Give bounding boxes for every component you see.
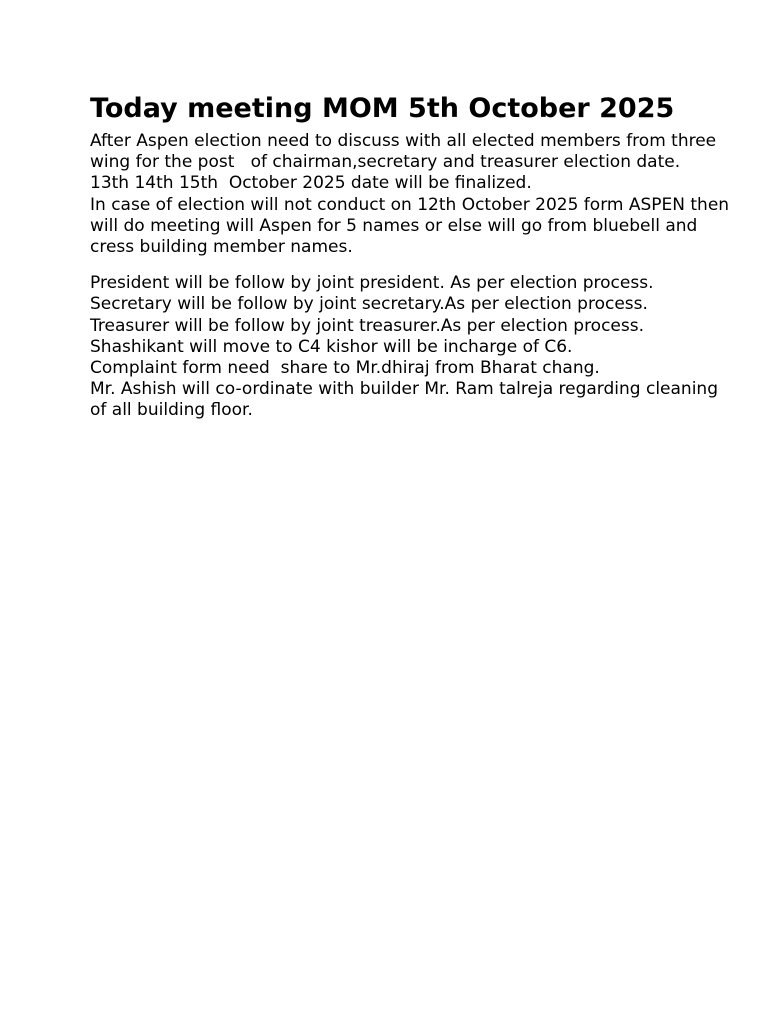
paragraph-complaint-form: Complaint form need share to Mr.dhiraj from Bharat chang. [90,358,600,379]
paragraph-election-discussion: After Aspen election need to discuss with all elected members from three wing for the post of chairman,secretary and treasurer election date. [90,131,722,173]
document-page [90,93,735,422]
paragraph-president: President will be follow by joint president. As per election process. [90,273,654,294]
paragraph-spacer [90,258,730,273]
document-title: Today meeting MOM 5th October 2025 [90,93,675,124]
paragraph-election-fallback: In case of election will not conduct on 12th October 2025 form ASPEN then will do meeting will Aspen for 5 names or else will go from bluebell and cress building member names. [90,194,735,258]
paragraph-shashikant: Shashikant will move to C4 kishor will be incharge of C6. [90,336,573,357]
paragraph-election-dates: 13th 14th 15th October 2025 date will be finalized. [90,173,532,194]
paragraph-secretary: Secretary will be follow by joint secretary.As per election process. [90,294,648,315]
paragraph-treasurer: Treasurer will be follow by joint treasurer.As per election process. [90,315,645,336]
paragraph-builder-coordination: Mr. Ashish will co-ordinate with builder Mr. Ram talreja regarding cleaning of all building floor. [90,379,724,421]
